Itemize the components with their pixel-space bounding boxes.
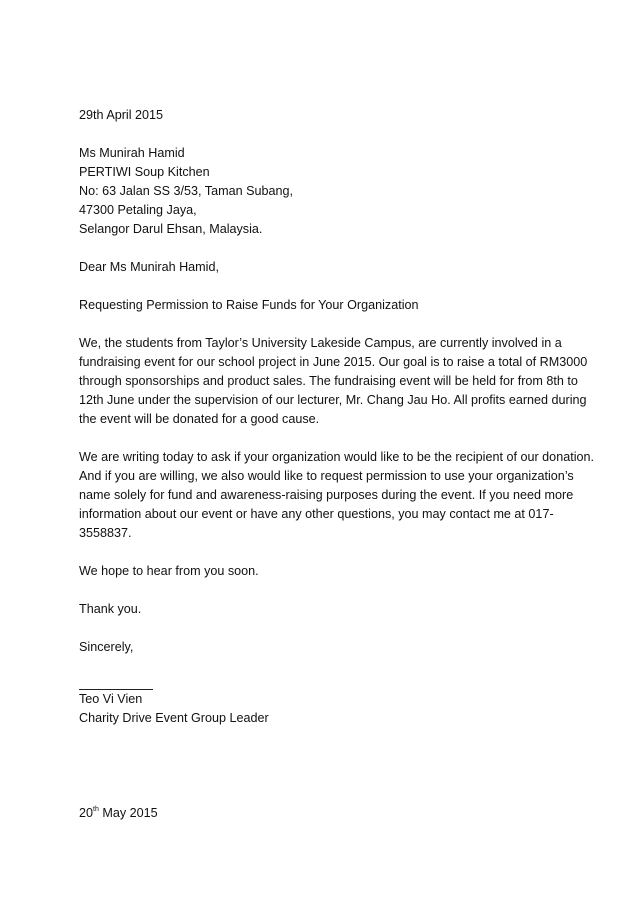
recipient-city: 47300 Petaling Jaya,	[79, 203, 197, 217]
paragraph-line: 3558837.	[79, 526, 132, 540]
letter-date: 29th April 2015	[79, 108, 164, 122]
letter-date-block	[79, 106, 569, 125]
salutation-block	[79, 258, 569, 277]
subject-line: Requesting Permission to Raise Funds for Your Organization	[79, 298, 419, 312]
recipient-address	[79, 144, 569, 239]
footer-date-day: 20	[79, 806, 94, 820]
closing-line: We hope to hear from you soon.	[79, 564, 259, 578]
footer-date-suffix: th	[93, 805, 99, 813]
signoff-block	[79, 638, 569, 657]
paragraph-line: the event will be donated for a good cause.	[79, 412, 320, 426]
recipient-street: No: 63 Jalan SS 3/53, Taman Subang,	[79, 184, 294, 198]
thanks-line: Thank you.	[79, 602, 142, 616]
paragraph-line: through sponsorships and product sales. The fundraising event will be held for from 8th to	[79, 374, 578, 388]
salutation: Dear Ms Munirah Hamid,	[79, 260, 219, 274]
signature-block	[79, 676, 569, 728]
recipient-state-country: Selangor Darul Ehsan, Malaysia.	[79, 222, 263, 236]
paragraph-line: name solely for fund and awareness-raising purposes during the event. If you need more	[79, 488, 574, 502]
footer-date	[79, 804, 158, 823]
paragraph-line: fundraising event for our school project in June 2015. Our goal is to raise a total of RM3000	[79, 355, 588, 369]
paragraph-line: And if you are willing, we also would like to request permission to use your organization’s	[79, 469, 574, 483]
footer-date-rest: May 2015	[98, 806, 158, 820]
paragraph-fundraising	[79, 334, 588, 429]
signature-line	[79, 676, 153, 690]
paragraph-line: information about our event or have any other questions, you may contact me at 017-	[79, 507, 554, 521]
recipient-organization: PERTIWI Soup Kitchen	[79, 165, 210, 179]
paragraph-request	[79, 448, 595, 543]
closing-block	[79, 562, 569, 581]
subject-block	[79, 296, 569, 315]
letter-body	[79, 106, 595, 728]
paragraph-line: 12th June under the supervision of our lecturer, Mr. Chang Jau Ho. All profits earned during	[79, 393, 587, 407]
paragraph-line: We are writing today to ask if your organization would like to be the recipient of our donation.	[79, 450, 595, 464]
paragraph-line: We, the students from Taylor’s University Lakeside Campus, are currently involved in a	[79, 336, 562, 350]
recipient-name: Ms Munirah Hamid	[79, 146, 185, 160]
signer-title: Charity Drive Event Group Leader	[79, 711, 269, 725]
signoff: Sincerely,	[79, 640, 134, 654]
thanks-block	[79, 600, 569, 619]
signer-name: Teo Vi Vien	[79, 692, 143, 706]
